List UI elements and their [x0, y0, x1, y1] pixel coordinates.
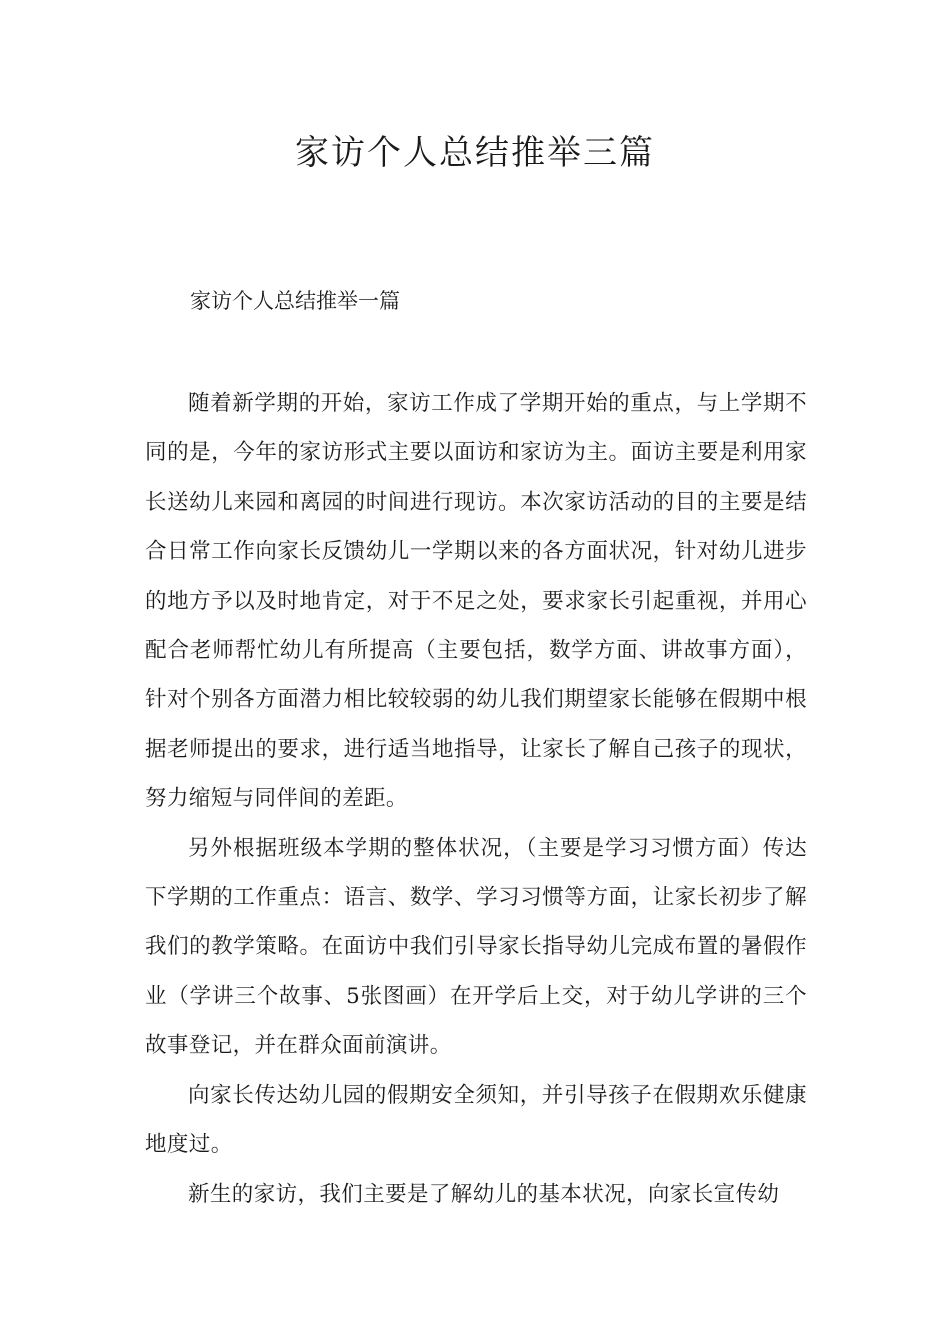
document-body [145, 379, 807, 1219]
section-heading: 家访个人总结推举一篇 [190, 289, 400, 313]
paragraph-1: 随着新学期的开始，家访工作成了学期开始的重点，与上学期不同的是，今年的家访形式主要以面访和家访为主。面访主要是利用家长送幼儿来园和离园的时间进行现访。本次家访活动的目的主要是结合日常工作向家长反馈幼儿一学期以来的各方面状况，针对幼儿进步的地方予以及时地肯定，对于不足之处，要求家长引起重视，并用心配合老师帮忙幼儿有所提高（主要包括，数学方面、讲故事方面），针对个别各方面潜力相比较较弱的幼儿我们期望家长能够在假期中根据老师提出的要求，进行适当地指导，让家长了解自己孩子的现状，努力缩短与同伴间的差距。 [145, 391, 807, 812]
paragraph-2: 另外根据班级本学期的整体状况，（主要是学习习惯方面）传达下学期的工作重点：语言、数学、学习习惯等方面，让家长初步了解我们的教学策略。在面访中我们引导家长指导幼儿完成布置的暑假作业（学讲三个故事、5张图画）在开学后上交，对于幼儿学讲的三个故事登记，并在群众面前演讲。 [145, 835, 807, 1059]
document-title: 家访个人总结推举三篇 [295, 133, 655, 173]
paragraph-4: 新生的家访，我们主要是了解幼儿的基本状况，向家长宣传幼 [188, 1181, 780, 1207]
paragraph-3: 向家长传达幼儿园的假期安全须知，并引导孩子在假期欢乐健康地度过。 [145, 1082, 807, 1158]
